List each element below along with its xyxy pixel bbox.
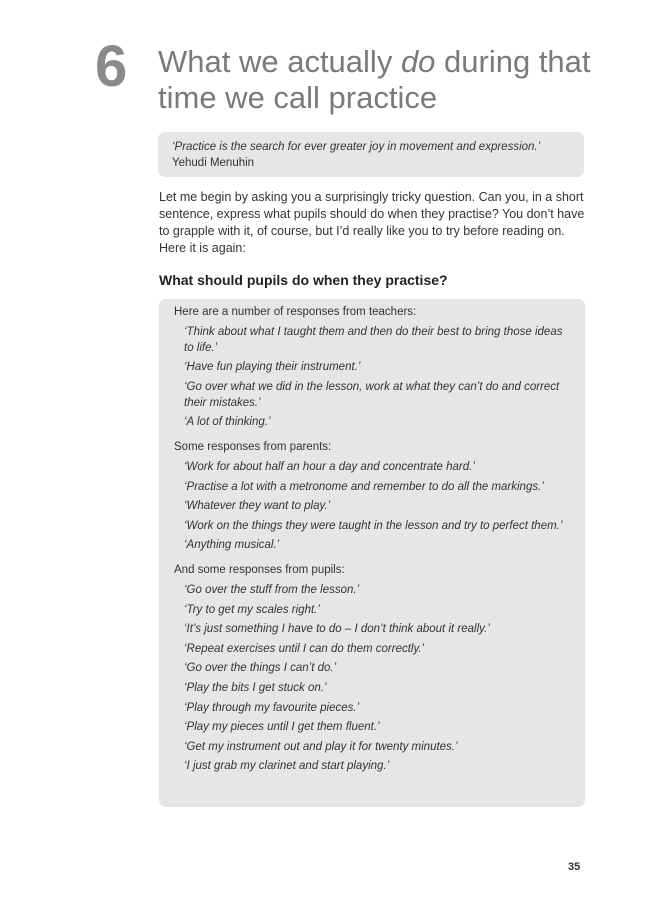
- response-list-teachers: [184, 324, 570, 431]
- response-item: ‘Anything musical.’: [184, 539, 280, 552]
- response-item: ‘Go over the stuff from the lesson.’: [184, 583, 360, 596]
- response-item: ‘Go over what we did in the lesson, work at what they can’t do and correct their mistakes.’: [184, 380, 560, 409]
- group-label-teachers: Here are a number of responses from teachers:: [174, 306, 417, 318]
- response-item: ‘Work on the things they were taught in the lesson and try to perfect them.’: [184, 519, 563, 532]
- response-item: ‘Play the bits I get stuck on.’: [184, 681, 327, 694]
- response-item: ‘Practise a lot with a metronome and remember to do all the markings.’: [184, 480, 544, 493]
- chapter-title-part2: during that time we call practice: [158, 44, 591, 115]
- response-item: ‘Play through my favourite pieces.’: [184, 701, 360, 714]
- response-item: ‘Go over the things I can’t do.’: [184, 662, 337, 675]
- chapter-title-emphasis: do: [400, 44, 436, 79]
- response-item: ‘Think about what I taught them and then do their best to bring those ideas to life.’: [184, 325, 563, 354]
- response-item: ‘Whatever they want to play.’: [184, 500, 331, 513]
- response-item: ‘I just grab my clarinet and start playing.’: [184, 760, 390, 773]
- response-list-pupils: [184, 582, 570, 774]
- epigraph-author: Yehudi Menuhin: [172, 157, 255, 169]
- group-label-parents: Some responses from parents:: [174, 441, 332, 454]
- response-item: ‘It’s just something I have to do – I don’t think about it really.’: [184, 623, 490, 636]
- chapter-title: [158, 44, 608, 116]
- response-item: ‘Get my instrument out and play it for twenty minutes.’: [184, 740, 458, 753]
- page-number: 35: [568, 861, 581, 873]
- response-item: ‘Try to get my scales right.’: [184, 603, 320, 616]
- response-item: ‘Have fun playing their instrument.’: [184, 361, 361, 374]
- chapter-title-part1: What we actually: [158, 44, 401, 79]
- chapter-number: 6: [95, 34, 128, 99]
- group-label-pupils: And some responses from pupils:: [174, 564, 345, 577]
- response-item: ‘Work for about half an hour a day and concentrate hard.’: [184, 460, 475, 473]
- epigraph-quote: ‘Practice is the search for ever greater joy in movement and expression.’: [172, 141, 541, 153]
- epigraph-box: [158, 132, 584, 177]
- intro-paragraph: Let me begin by asking you a surprisingly tricky question. Can you, in a short sentence, express what pupils should do when they practise? You don’t have to grapple with it, of course, but I’d really like you to try before reading on. Here it is again:: [159, 190, 585, 255]
- response-list-parents: [184, 459, 570, 553]
- section-heading: What should pupils do when they practise?: [159, 272, 448, 288]
- responses-box: [159, 299, 585, 807]
- response-item: ‘A lot of thinking.’: [184, 416, 271, 429]
- response-item: ‘Repeat exercises until I can do them correctly.’: [184, 642, 425, 655]
- response-item: ‘Play my pieces until I get them fluent.’: [184, 721, 380, 734]
